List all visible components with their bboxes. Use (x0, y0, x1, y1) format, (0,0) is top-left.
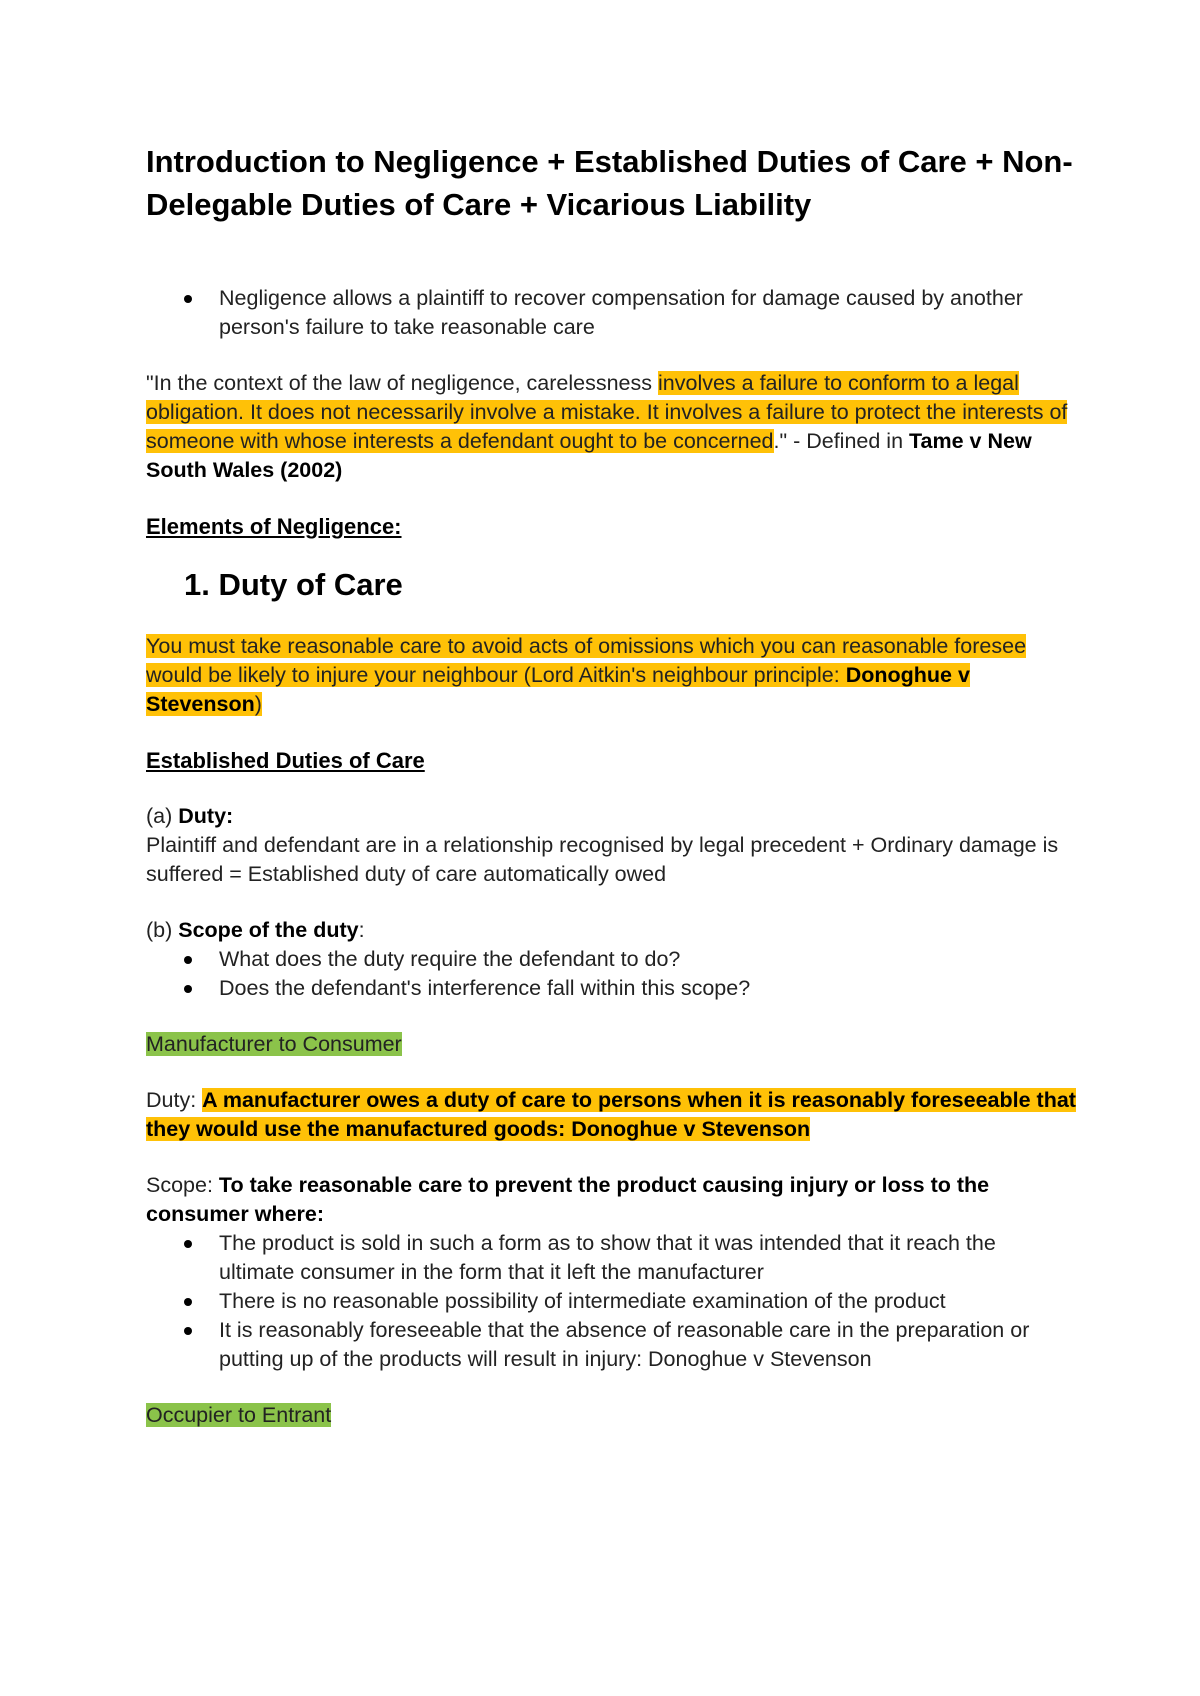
list-item: What does the duty require the defendant to do? (146, 945, 1076, 974)
established-duties-heading: Established Duties of Care (146, 748, 425, 773)
elements-heading: Elements of Negligence: (146, 514, 402, 539)
manufacturer-duty-text: A manufacturer owes a duty of care to persons when it is reasonably foreseeable that they would use the manufactured goods: Donoghue v Stevenson (146, 1088, 1076, 1141)
duty-b-label: Scope of the duty (178, 918, 359, 942)
quote-text: "In the context of the law of negligence, carelessness (146, 371, 658, 395)
manufacturer-heading-line (146, 1030, 1076, 1059)
neighbour-text: You must take reasonable care to avoid acts of omissions which you can reasonable foresee would be likely to injure your neighbour (Lord Aitkin's neighbour principle: (146, 634, 1027, 687)
occupier-heading: Occupier to Entrant (146, 1403, 332, 1427)
list-item: The product is sold in such a form as to show that it was intended that it reach the ultimate consumer in the form that it left the manufacturer (146, 1229, 1076, 1287)
quote-paragraph (146, 369, 1076, 485)
duty-b-colon: : (358, 918, 365, 942)
duty-of-care-heading: 1. Duty of Care (184, 567, 403, 602)
manufacturer-heading: Manufacturer to Consumer (146, 1032, 402, 1056)
manufacturer-scope-label: Scope: (146, 1173, 219, 1197)
list-item: It is reasonably foreseeable that the absence of reasonable care in the preparation or putting up of the products will result in injury: Donoghue v Stevenson (146, 1316, 1076, 1374)
duty-a-label-line (146, 802, 1076, 831)
scope-question-list (146, 945, 1076, 1003)
duty-b-label-line (146, 916, 1076, 945)
quote-highlight: involves a failure to conform to a legal obligation. It does not necessarily involve a mistake. It involves a failure to protect the interests of someone with whose interests a defendant ought to be concerned (146, 371, 1068, 453)
neighbour-close: ) (254, 692, 262, 716)
neighbour-principle (146, 632, 1076, 719)
document-title: Introduction to Negligence + Established Duties of Care + Non-Delegable Duties of Care + Vicarious Liability (146, 144, 1073, 222)
document-body (146, 140, 1076, 1430)
list-item: Negligence allows a plaintiff to recover compensation for damage caused by another person's failure to take reasonable care (146, 284, 1076, 342)
quote-attribution: ." - Defined in (773, 429, 909, 453)
case-citation: Tame v New South Wales (2002) (146, 429, 1032, 482)
manufacturer-duty-label: Duty: (146, 1088, 203, 1112)
list-item: There is no reasonable possibility of intermediate examination of the product (146, 1287, 1076, 1316)
intro-list (146, 284, 1076, 342)
duty-b-marker: (b) (146, 918, 179, 942)
neighbour-case: Donoghue v Stevenson (146, 663, 970, 716)
duty-a-text: Plaintiff and defendant are in a relationship recognised by legal precedent + Ordinary damage is suffered = Established duty of care automatically owed (146, 833, 1059, 886)
manufacturer-duty (146, 1086, 1076, 1144)
manufacturer-scope (146, 1171, 1076, 1229)
manufacturer-scope-text: To take reasonable care to prevent the product causing injury or loss to the consumer where: (146, 1173, 990, 1226)
list-item: Does the defendant's interference fall within this scope? (146, 974, 1076, 1003)
manufacturer-scope-list (146, 1229, 1076, 1374)
duty-a-label: Duty: (178, 804, 234, 828)
duty-a-marker: (a) (146, 804, 179, 828)
occupier-heading-line (146, 1401, 1076, 1430)
